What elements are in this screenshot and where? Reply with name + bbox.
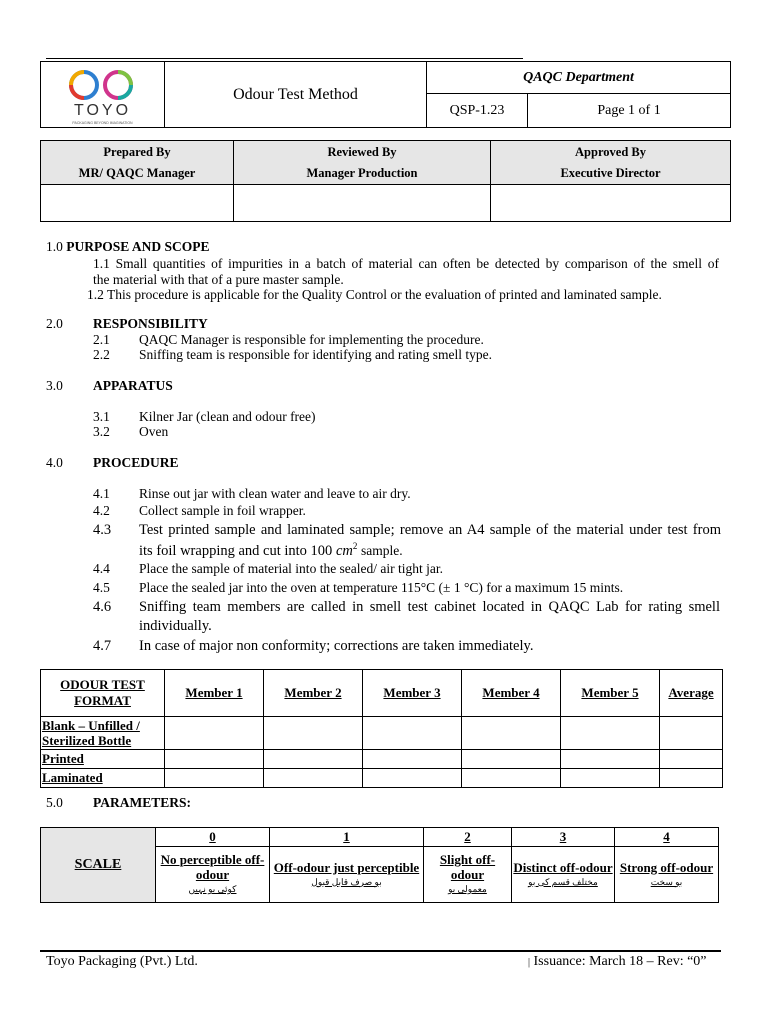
footer-company: Toyo Packaging (Pvt.) Ltd.	[46, 954, 198, 969]
item-3-2-num: 3.2	[93, 424, 110, 439]
table-row	[41, 769, 723, 788]
item-2-2-text: Sniffing team is responsible for identifying and rating smell type.	[139, 347, 492, 362]
department: QAQC Department	[427, 62, 731, 94]
logo-rings-icon	[62, 69, 142, 103]
table-row	[41, 750, 723, 769]
item-4-6-num: 4.6	[93, 599, 112, 615]
header-table	[40, 61, 731, 128]
section-3-num: 3.0	[46, 378, 63, 393]
scale-0-name: No perceptible off-odour	[160, 852, 265, 882]
approved-signature	[491, 185, 731, 222]
scale-4-urdu: بو سخت	[650, 876, 683, 887]
approved-label: Approved By	[575, 144, 646, 159]
section-2-num: 2.0	[46, 316, 63, 331]
approved-by-cell	[491, 141, 731, 185]
member-1-header: Member 1	[165, 670, 264, 717]
footer-issuance: | Issuance: March 18 – Rev: “0”	[528, 954, 707, 969]
section-1-1-line-b: the material with that of a pure master sample.	[93, 272, 344, 287]
reviewed-label: Reviewed By	[327, 144, 397, 159]
section-4-num: 4.0	[46, 455, 63, 470]
prepared-by-cell	[41, 141, 234, 185]
odour-format-table	[40, 669, 723, 788]
scale-3-num: 3	[512, 828, 615, 847]
page-number: Page 1 of 1	[528, 94, 731, 128]
scale-table	[40, 827, 719, 903]
scale-0-urdu: کوئی بو نہیں	[188, 884, 237, 894]
item-4-4-text: Place the sample of material into the sealed/ air tight jar.	[139, 561, 444, 576]
item-4-2-num: 4.2	[93, 503, 110, 518]
row-label-printed: Printed	[41, 750, 165, 769]
section-5-num: 5.0	[46, 795, 63, 810]
scale-1-cell	[270, 847, 424, 903]
item-3-1-num: 3.1	[93, 409, 110, 424]
item-4-2-text: Collect sample in foil wrapper.	[139, 503, 306, 518]
item-4-7-num: 4.7	[93, 638, 112, 654]
scale-4-num: 4	[615, 828, 719, 847]
member-3-header: Member 3	[363, 670, 462, 717]
row-label-blank: Blank – Unfilled / Sterilized Bottle	[41, 717, 165, 750]
scale-3-name: Distinct off-odour	[513, 859, 613, 875]
format-header: ODOUR TEST FORMAT	[41, 670, 165, 717]
toyo-logo	[42, 65, 163, 125]
item-3-2-text: Oven	[139, 424, 169, 439]
scale-2-cell	[424, 847, 512, 903]
section-1-2: 1.2 This procedure is applicable for the Quality Control or the evaluation of printed and laminated sample.	[87, 287, 662, 302]
section-2-title: RESPONSIBILITY	[93, 316, 208, 331]
item-4-3-line-a: Test printed sample and laminated sample; remove an A4 sample of the material under test from	[139, 522, 721, 538]
top-rule	[46, 58, 523, 59]
section-4-title: PROCEDURE	[93, 455, 179, 470]
scale-4-name: Strong off-odour	[619, 859, 714, 875]
item-3-1-text: Kilner Jar (clean and odour free)	[139, 409, 316, 424]
scale-2-urdu: معمولی بو	[448, 884, 487, 894]
row-label-laminated: Laminated	[41, 769, 165, 788]
item-2-1-num: 2.1	[93, 332, 110, 347]
item-4-1-text: Rinse out jar with clean water and leave to air dry.	[139, 486, 411, 501]
item-4-3-line-b: its foil wrapping and cut into 100 $cm^2$ sample.	[139, 541, 403, 559]
item-4-1-num: 4.1	[93, 486, 110, 501]
scale-2-name: Slight off-odour	[439, 852, 496, 882]
member-4-header: Member 4	[462, 670, 561, 717]
doc-number: QSP-1.23	[427, 94, 528, 128]
member-2-header: Member 2	[264, 670, 363, 717]
item-4-6-line-b: individually.	[139, 618, 212, 634]
member-5-header: Member 5	[561, 670, 660, 717]
prepared-signature	[41, 185, 234, 222]
item-4-4-num: 4.4	[93, 561, 110, 576]
section-5-title: PARAMETERS:	[93, 795, 192, 810]
scale-1-urdu: بو صرف قابل قبول	[311, 876, 382, 887]
document-title: Odour Test Method	[165, 62, 427, 128]
scale-2-num: 2	[424, 828, 512, 847]
logo-text: TOYO	[73, 101, 132, 119]
item-4-3-num: 4.3	[93, 522, 112, 538]
scale-3-urdu: مختلف قسم کی بو	[528, 876, 598, 887]
table-row	[41, 717, 723, 750]
reviewed-by-cell	[234, 141, 491, 185]
section-3-title: APPARATUS	[93, 378, 173, 393]
scale-1-name: Off-odour just perceptible	[273, 859, 420, 875]
section-1-1-line-a: 1.1 Small quantities of impurities in a batch of material can often be detected by comparison of the smell of	[93, 256, 719, 271]
reviewed-signature	[234, 185, 491, 222]
item-2-2-num: 2.2	[93, 347, 110, 362]
prepared-value: MR/ QAQC Manager	[78, 165, 196, 180]
item-4-5-num: 4.5	[93, 580, 110, 595]
logo-tagline: PACKAGING BEYOND IMAGINATION	[72, 120, 133, 125]
scale-label: SCALE	[41, 828, 156, 903]
scale-3-cell	[512, 847, 615, 903]
average-header: Average	[660, 670, 723, 717]
scale-0-cell	[156, 847, 270, 903]
item-4-6-line-a: Sniffing team members are called in smell test cabinet located in QAQC Lab for rating smell	[139, 599, 720, 615]
signoff-table	[40, 140, 731, 222]
section-1-heading: 1.0 PURPOSE AND SCOPE	[46, 239, 210, 254]
reviewed-value: Manager Production	[306, 165, 418, 180]
scale-0-num: 0	[156, 828, 270, 847]
approved-value: Executive Director	[560, 165, 661, 180]
scale-4-cell	[615, 847, 719, 903]
logo-cell	[41, 62, 165, 128]
prepared-label: Prepared By	[103, 144, 171, 159]
item-2-1-text: QAQC Manager is responsible for implementing the procedure.	[139, 332, 484, 347]
item-4-5-text: Place the sealed jar into the oven at temperature 115°C (± 1 °C) for a maximum 15 mints.	[139, 580, 624, 595]
scale-1-num: 1	[270, 828, 424, 847]
item-4-7-text: In case of major non conformity; corrections are taken immediately.	[139, 638, 534, 654]
footer-rule	[40, 950, 721, 952]
